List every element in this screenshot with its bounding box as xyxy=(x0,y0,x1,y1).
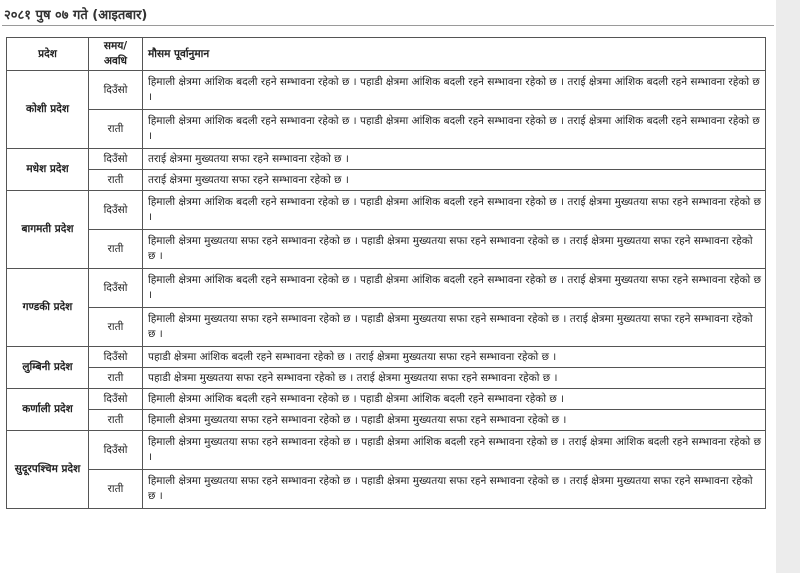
province-name: सुदूरपश्चिम प्रदेश xyxy=(7,431,89,509)
weather-forecast-table xyxy=(6,37,766,509)
table-row xyxy=(7,230,766,269)
page-margin-strip xyxy=(776,0,800,573)
province-name: गण्डकी प्रदेश xyxy=(7,269,89,347)
table-row xyxy=(7,410,766,431)
header-province: प्रदेश xyxy=(7,38,89,71)
table-row xyxy=(7,431,766,470)
table-row xyxy=(7,368,766,389)
forecast-night: पहाडी क्षेत्रमा मुख्यतया सफा रहने सम्भावना रहेको छ । तराई क्षेत्रमा मुख्यतया सफा रहने सम्भावना रहेको छ । xyxy=(143,368,766,389)
header-period-line2: अवधि xyxy=(103,55,128,67)
province-name: मधेश प्रदेश xyxy=(7,149,89,191)
header-period xyxy=(89,38,143,71)
period-night: राती xyxy=(89,110,143,149)
period-day: दिउँसो xyxy=(89,431,143,470)
province-name: लुम्बिनी प्रदेश xyxy=(7,347,89,389)
period-night: राती xyxy=(89,470,143,509)
forecast-night: हिमाली क्षेत्रमा मुख्यतया सफा रहने सम्भावना रहेको छ । पहाडी क्षेत्रमा मुख्यतया सफा रहने सम्भावना रहेको छ । तराई क्षेत्रमा मुख्यतया सफा रहने सम्भावना रहेको छ । xyxy=(143,230,766,269)
table-row xyxy=(7,308,766,347)
forecast-night: हिमाली क्षेत्रमा मुख्यतया सफा रहने सम्भावना रहेको छ । पहाडी क्षेत्रमा मुख्यतया सफा रहने सम्भावना रहेको छ । xyxy=(143,410,766,431)
province-name: कोशी प्रदेश xyxy=(7,71,89,149)
period-day: दिउँसो xyxy=(89,347,143,368)
province-name: बागमती प्रदेश xyxy=(7,191,89,269)
table-row xyxy=(7,470,766,509)
table-row xyxy=(7,110,766,149)
table-row xyxy=(7,149,766,170)
period-night: राती xyxy=(89,368,143,389)
heading-divider xyxy=(2,25,774,26)
table-row xyxy=(7,347,766,368)
forecast-night: तराई क्षेत्रमा मुख्यतया सफा रहने सम्भावना रहेको छ । xyxy=(143,170,766,191)
table-row xyxy=(7,71,766,110)
header-forecast: मौसम पूर्वानुमान xyxy=(143,38,766,71)
forecast-day: हिमाली क्षेत्रमा आंशिक बदली रहने सम्भावना रहेको छ । पहाडी क्षेत्रमा आंशिक बदली रहने सम्भावना रहेको छ । तराई क्षेत्रमा मुख्यतया सफा रहने सम्भावना रहेको छ । xyxy=(143,269,766,308)
table-row xyxy=(7,269,766,308)
forecast-night: हिमाली क्षेत्रमा मुख्यतया सफा रहने सम्भावना रहेको छ । पहाडी क्षेत्रमा मुख्यतया सफा रहने सम्भावना रहेको छ । तराई क्षेत्रमा मुख्यतया सफा रहने सम्भावना रहेको छ । xyxy=(143,470,766,509)
forecast-day: हिमाली क्षेत्रमा आंशिक बदली रहने सम्भावना रहेको छ । पहाडी क्षेत्रमा आंशिक बदली रहने सम्भावना रहेको छ । तराई क्षेत्रमा मुख्यतया सफा रहने सम्भावना रहेको छ । xyxy=(143,191,766,230)
period-night: राती xyxy=(89,410,143,431)
forecast-day: हिमाली क्षेत्रमा मुख्यतया सफा रहने सम्भावना रहेको छ । पहाडी क्षेत्रमा आंशिक बदली रहने सम्भावना रहेको छ । तराई क्षेत्रमा आंशिक बदली रहने सम्भावना रहेको छ । xyxy=(143,431,766,470)
table-header-row xyxy=(7,38,766,71)
table-row xyxy=(7,170,766,191)
period-day: दिउँसो xyxy=(89,269,143,308)
forecast-day: पहाडी क्षेत्रमा आंशिक बदली रहने सम्भावना रहेको छ । तराई क्षेत्रमा मुख्यतया सफा रहने सम्भावना रहेको छ । xyxy=(143,347,766,368)
period-day: दिउँसो xyxy=(89,389,143,410)
header-period-line1: समय/ xyxy=(103,40,128,52)
table-row xyxy=(7,389,766,410)
forecast-night: हिमाली क्षेत्रमा आंशिक बदली रहने सम्भावना रहेको छ । पहाडी क्षेत्रमा आंशिक बदली रहने सम्भावना रहेको छ । तराई क्षेत्रमा आंशिक बदली रहने सम्भावना रहेको छ । xyxy=(143,110,766,149)
forecast-day: हिमाली क्षेत्रमा आंशिक बदली रहने सम्भावना रहेको छ । पहाडी क्षेत्रमा आंशिक बदली रहने सम्भावना रहेको छ । तराई क्षेत्रमा आंशिक बदली रहने सम्भावना रहेको छ । xyxy=(143,71,766,110)
period-night: राती xyxy=(89,170,143,191)
forecast-day: तराई क्षेत्रमा मुख्यतया सफा रहने सम्भावना रहेको छ । xyxy=(143,149,766,170)
period-day: दिउँसो xyxy=(89,191,143,230)
period-night: राती xyxy=(89,308,143,347)
period-night: राती xyxy=(89,230,143,269)
forecast-day: हिमाली क्षेत्रमा आंशिक बदली रहने सम्भावना रहेको छ । पहाडी क्षेत्रमा आंशिक बदली रहने सम्भावना रहेको छ । xyxy=(143,389,766,410)
forecast-night: हिमाली क्षेत्रमा मुख्यतया सफा रहने सम्भावना रहेको छ । पहाडी क्षेत्रमा मुख्यतया सफा रहने सम्भावना रहेको छ । तराई क्षेत्रमा मुख्यतया सफा रहने सम्भावना रहेको छ । xyxy=(143,308,766,347)
period-day: दिउँसो xyxy=(89,149,143,170)
period-day: दिउँसो xyxy=(89,71,143,110)
table-row xyxy=(7,191,766,230)
province-name: कर्णाली प्रदेश xyxy=(7,389,89,431)
date-heading: २०८१ पुष ०७ गते (आइतबार) xyxy=(4,8,148,23)
